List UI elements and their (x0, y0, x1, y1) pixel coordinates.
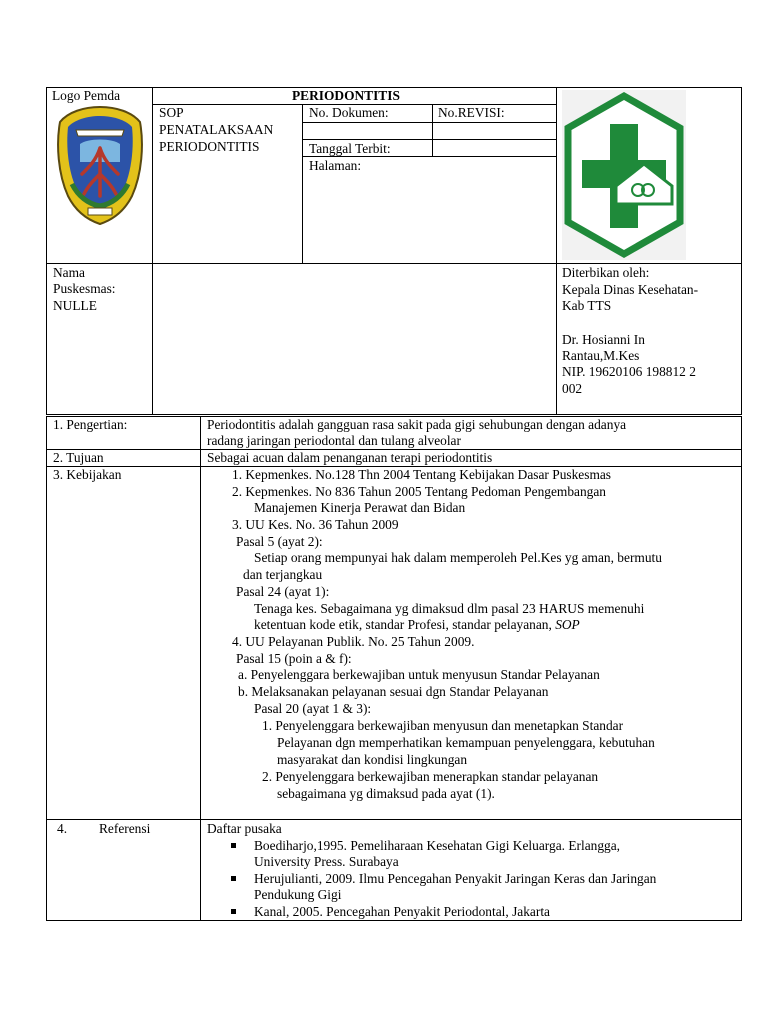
referensi-heading: Daftar pusaka (207, 821, 282, 836)
col-divider (152, 87, 153, 415)
table-border-left (46, 87, 47, 415)
signatory-name: Rantau,M.Kes (562, 348, 640, 363)
tujuan-text: Sebagai acuan dalam penanganan terapi periodontitis (207, 450, 493, 465)
pasal-text: Setiap orang mempunyai hak dalam memperoleh Pel.Kes yg aman, bermutu (254, 550, 662, 565)
pengertian-text: radang jaringan periodontal dan tulang alveolar (207, 433, 461, 448)
document-title: PERIODONTITIS (292, 88, 400, 103)
pasal-heading: Pasal 15 (poin a & f): (236, 651, 352, 666)
table-border-right (741, 87, 742, 415)
kebijakan-item: 1. Kepmenkes. No.128 Thn 2004 Tentang Kebijakan Dasar Puskesmas (232, 467, 612, 482)
table-border-left (46, 416, 47, 921)
issuer-line: Kab TTS (562, 298, 612, 313)
row-divider (46, 263, 742, 264)
referensi-item: Herujulianti, 2009. Ilmu Pencegahan Penyakit Jaringan Keras dan Jaringan (254, 871, 657, 886)
pasal-text: dan terjangkau (243, 567, 323, 582)
tanggal-terbit-label: Tanggal Terbit: (309, 141, 391, 156)
no-dokumen-label: No. Dokumen: (309, 105, 389, 120)
nip-line: 002 (562, 381, 583, 396)
kebijakan-item: 2. Kepmenkes. No 836 Tahun 2005 Tentang Pedoman Pengembangan (232, 484, 606, 499)
pasal-heading: Pasal 24 (ayat 1): (236, 584, 330, 599)
pasal-point-cont: sebagaimana yg dimaksud pada ayat (1). (277, 786, 495, 801)
no-revisi-label: No.REVISI: (438, 105, 505, 120)
bullet-icon (231, 909, 236, 914)
row-divider (302, 139, 557, 140)
col-divider (556, 87, 557, 415)
nip-line: NIP. 19620106 198812 2 (562, 364, 696, 379)
sop-label: SOP (159, 105, 184, 120)
referensi-item: Boediharjo,1995. Pemeliharaan Kesehatan Gigi Keluarga. Erlangga, (254, 838, 621, 853)
pasal-point: 2. Penyelenggara berkewajiban menerapkan standar pelayanan (262, 769, 599, 784)
nama-label: Nama (53, 265, 85, 280)
referensi-item: Kanal, 2005. Pencegahan Penyakit Periodontal, Jakarta (254, 904, 550, 919)
issuer-line: Kepala Dinas Kesehatan- (562, 282, 699, 297)
bullet-icon (231, 876, 236, 881)
sop-subtitle-line: PERIODONTITIS (159, 139, 260, 154)
referensi-label: Referensi (99, 821, 151, 836)
row-divider (302, 122, 557, 123)
pasal-point: b. Melaksanakan pelayanan sesuai dgn Standar Pelayanan (238, 684, 549, 699)
pasal-point-cont: masyarakat dan kondisi lingkungan (277, 752, 468, 767)
pasal-point: a. Penyelenggara berkewajiban untuk menyusun Standar Pelayanan (238, 667, 600, 682)
col-divider (432, 104, 433, 157)
kebijakan-item: 3. UU Kes. No. 36 Tahun 2009 (232, 517, 399, 532)
halaman-label: Halaman: (309, 158, 362, 173)
pasal-heading: Pasal 5 (ayat 2): (236, 534, 323, 549)
referensi-item-cont: Pendukung Gigi (254, 887, 342, 902)
col-divider (302, 104, 303, 264)
col-divider (200, 416, 201, 921)
pasal-heading: Pasal 20 (ayat 1 & 3): (254, 701, 372, 716)
puskesmas-name: NULLE (53, 298, 97, 313)
puskesmas-logo-icon (562, 90, 686, 260)
pasal-text (254, 617, 580, 633)
referensi-number: 4. (57, 821, 68, 836)
row-divider (46, 819, 742, 820)
pengertian-text: Periodontitis adalah gangguan rasa sakit pada gigi sehubungan dengan adanya (207, 417, 627, 432)
referensi-item-cont: University Press. Surabaya (254, 854, 399, 869)
logo-label: Logo Pemda (52, 88, 121, 103)
diterbitkan-label: Diterbikan oleh: (562, 265, 650, 280)
pengertian-label: 1. Pengertian: (53, 417, 128, 432)
kebijakan-label: 3. Kebijakan (53, 467, 122, 482)
kebijakan-item: 4. UU Pelayanan Publik. No. 25 Tahun 2009. (232, 634, 475, 649)
pasal-point: 1. Penyelenggara berkewajiban menyusun dan menetapkan Standar (262, 718, 624, 733)
regional-crest-icon (54, 104, 146, 226)
bullet-icon (231, 843, 236, 848)
tujuan-label: 2. Tujuan (53, 450, 104, 465)
table-border-bottom (46, 414, 742, 415)
sop-subtitle-line: PENATALAKSAAN (159, 122, 274, 137)
signatory-name: Dr. Hosianni In (562, 332, 645, 347)
kebijakan-item-cont: Manajemen Kinerja Perawat dan Bidan (254, 500, 466, 515)
sop-emphasis: SOP (555, 617, 580, 632)
table-border-right (741, 416, 742, 921)
pasal-text-part: ketentuan kode etik, standar Profesi, standar pelayanan, (254, 617, 556, 632)
pasal-text: Tenaga kes. Sebagaimana yg dimaksud dlm pasal 23 HARUS memenuhi (254, 601, 645, 616)
pasal-point-cont: Pelayanan dgn memperhatikan kemampuan penyelenggara, kebutuhan (277, 735, 655, 750)
puskesmas-label: Puskesmas: (53, 281, 116, 296)
